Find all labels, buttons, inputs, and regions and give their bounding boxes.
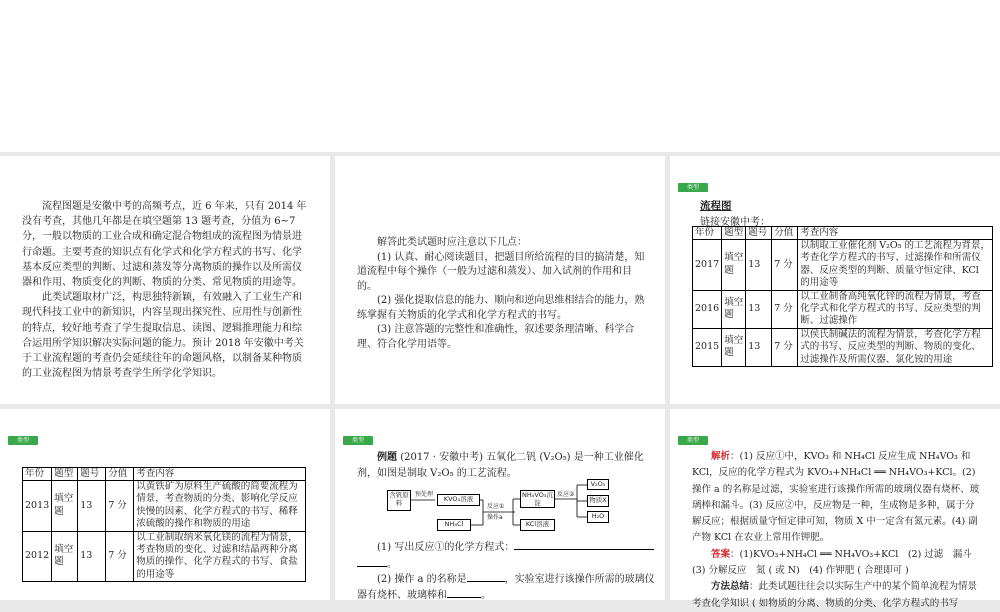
tips-point-2: (2) 强化提取信息的能力、顺向和逆向思维相结合的能力，熟练掌握有关物质的化学式和化学方程式的书写。 [357,295,645,321]
method-label: 方法总结 [711,581,750,593]
cell-score: 7 分 [772,290,798,328]
slide-intro[interactable] [0,156,330,404]
answer-blank-1-cont[interactable] [357,557,387,567]
exam-table [22,467,306,582]
method-paragraph [692,579,982,612]
cell-score: 7 分 [106,481,134,532]
header-score: 分值 [772,227,798,240]
slide-tips[interactable] [335,156,665,404]
header-type: 题型 [722,227,746,240]
header-content: 考查内容 [798,227,993,240]
box-h2o: H₂O [587,511,609,523]
cell-score: 7 分 [772,240,798,291]
box-nh4cl: NH₄Cl [437,519,471,531]
cell-content: 以制取工业催化剂 V₂O₅ 的工艺流程为背景，考查化学方程式的书写、过滤操作和所需仪器、反应类型的判断、质量守恒定律、KCl 的用途等 [798,240,993,291]
exam-table [692,226,993,367]
cell-year: 2016 [693,290,722,328]
label-reaction-1: 反应① [487,503,505,510]
cell-score: 7 分 [772,328,798,366]
cell-score: 7 分 [106,531,134,582]
table-header-row [23,468,306,481]
header-type: 题型 [52,468,78,481]
header-content: 考查内容 [134,468,306,481]
method-text: ：此类试题往往会以实际生产中的某个简单流程为情景考查化学知识 ( 如物质的分离、物质的分类、化学方程式的书写 [692,581,978,609]
cell-number: 13 [746,290,772,328]
table-header-row [693,227,993,240]
cell-year: 2012 [23,531,52,582]
slide-solution[interactable] [670,409,1000,609]
example-text: (2017 · 安徽中考) 五氧化二钒 (V₂O₅) 是一种工业催化剂，如图是制取 V₂O₅ 的工艺流程。 [357,452,644,479]
question-1-continuation [357,557,657,573]
answer-text: ：(1)KVO₃+NH₄Cl ══ NH₄VO₃+KCl (2) 过滤 漏斗 (3) 分解反应 氮 ( 或 N) (4) 作钾肥 ( 合理即可 ) [692,548,982,577]
box-v2o5: V₂O₅ [587,479,609,490]
header-score: 分值 [106,468,134,481]
slide-exam-table-2[interactable] [0,409,330,600]
header-year: 年份 [693,227,722,240]
question-2-text-b: ，实验室进行该操作所需的玻璃仪器有烧杯、玻璃棒和 [357,574,655,601]
cell-year: 2013 [23,481,52,532]
cell-content: 以工业制备高纯氧化锌的流程为情景，考查化学式和化学方程式的书写、反应类型的判断、过滤操作 [798,290,993,328]
analysis-label: 解析 [711,451,731,462]
analysis-paragraph [692,449,982,547]
question-1 [357,540,657,556]
cell-year: 2015 [693,328,722,366]
table-row [23,481,306,532]
box-nh4vo3: NH₄VO₃沉淀 [520,490,555,508]
cell-type: 填空题 [722,240,746,291]
question-1-text: (1) 写出反应①的化学方程式： [377,542,515,553]
box-raw-material: 含钒原料 [387,490,411,511]
header-number: 题号 [746,227,772,240]
type-tag: 类型 [8,436,38,445]
tips-point-3: (3) 注意答题的完整性和准确性，叙述要条理清晰、科学合理、符合化学用语等。 [357,324,635,350]
analysis-text: ：(1) 反应①中，KVO₃ 和 NH₄Cl 反应生成 NH₄VO₃ 和 KCl，反应的化学方程式为 KVO₃+NH₄Cl ══ NH₄VO₃+KCl。(2) 操作 a 的名称是过滤，实验室进行该操作所需的玻璃仪器有烧杯、玻璃棒和漏斗。(3) 反应②中，反应物是一种，生成物是多种，属于分解反应；根据质量守恒定律可知，物质 X 中一定含有氮元素。(4) 副产物 KCl 在农业上常用作钾肥。 [692,451,980,544]
example-label: 例题 [377,452,397,463]
intro-text [22,199,308,381]
section-heading: 流程图 [700,200,732,212]
question-2-end: 。 [481,590,491,601]
type-tag: 类型 [343,436,373,445]
header-year: 年份 [23,468,52,481]
table-row [693,240,993,291]
slide-exam-table-1[interactable] [670,156,1000,404]
cell-number: 13 [746,240,772,291]
intro-paragraph-2: 此类试题取材广泛，构思独特新颖，有效融入了工业生产和现代科技工业中的新知识，内容呈现出探究性、应用性与创新性的特点，较好地考查了学生提取信息、读图、逻辑推理能力和综合运用所学知识解决实际问题的能力。预计 2018 年安徽中考关于工业流程题的考查仍会延续往年的命题风格，以制备某种物质的工业流程图为情景考查学生所学化学知识。 [22,292,304,380]
cell-year: 2017 [693,240,722,291]
box-kvo3: KVO₃溶液 [437,494,480,506]
answer-blank-2[interactable] [467,572,505,582]
box-kcl: KCl溶液 [520,519,555,531]
cell-content: 以工业制取纳米氧化镁的流程为情景，考查物质的变化、过滤和结晶两种分离物质的操作、化学方程式的书写、食盐的用途等 [134,531,306,582]
cell-number: 13 [78,481,106,532]
type-tag: 类型 [678,436,708,445]
tips-point-1: (1) 认真、耐心阅读题目，把题目所给流程的目的搞清楚，知道流程中每个操作（一般为过滤和蒸发）、加入试剂的作用和目的。 [357,251,645,292]
solution-text [692,449,982,612]
label-reaction-2: 反应② [557,491,575,498]
box-substance-x: 物质X [587,495,609,507]
table-row [693,290,993,328]
question-2-text-a: (2) 操作 a 的名称是 [377,574,467,585]
table-row [23,531,306,582]
header-number: 题号 [78,468,106,481]
tips-text [357,236,647,352]
answer-blank-3[interactable] [447,588,481,598]
answer-blank-1[interactable] [514,540,654,550]
cell-content: 以侯氏制碱法的流程为情景，考查化学方程式的书写、反应类型的判断、物质的变化、过滤操作及所需仪器、氯化铵的用途 [798,328,993,366]
table-row [693,328,993,366]
answer-label: 答案 [711,548,731,560]
cell-type: 填空题 [722,328,746,366]
type-tag: 类型 [678,183,708,192]
label-pretreatment: 预处理 [415,491,434,498]
question-2 [357,572,657,604]
cell-type: 填空题 [722,290,746,328]
slide-example[interactable] [335,409,665,600]
cell-type: 填空题 [52,481,78,532]
intro-paragraph-1: 流程图题是安徽中考的高频考点，近 6 年来，只有 2014 年没有考查，其他几年都是在填空题第 13 题考查，分值为 6~7 分，一般以物质的工业合成和确定混合物组成的流程图为情景进行命题。主要考查的知识点有化学式和化学方程式的书写、化学基本反应类型的判断、过滤和蒸发等分离物质的操作以及所需仪器和作用、物质变化的判断、物质的分类、常见物质的用途等。 [22,201,307,289]
cell-number: 13 [746,328,772,366]
blank-top-band [0,0,1000,152]
label-operation-a: 操作a [487,514,503,521]
tips-intro: 解答此类试题时应注意以下几点： [377,237,527,248]
answer-paragraph [692,547,982,580]
section-subheading: 链接安徽中考： [700,217,770,228]
cell-content: 以黄铁矿为原料生产硫酸的简要流程为情景，考查物质的分类、影响化学反应快慢的因素、化学方程式的书写、稀释浓硫酸的操作和物质的用途 [134,481,306,532]
cell-type: 填空题 [52,531,78,582]
question-1-end: 。 [387,559,397,570]
cell-number: 13 [78,531,106,582]
